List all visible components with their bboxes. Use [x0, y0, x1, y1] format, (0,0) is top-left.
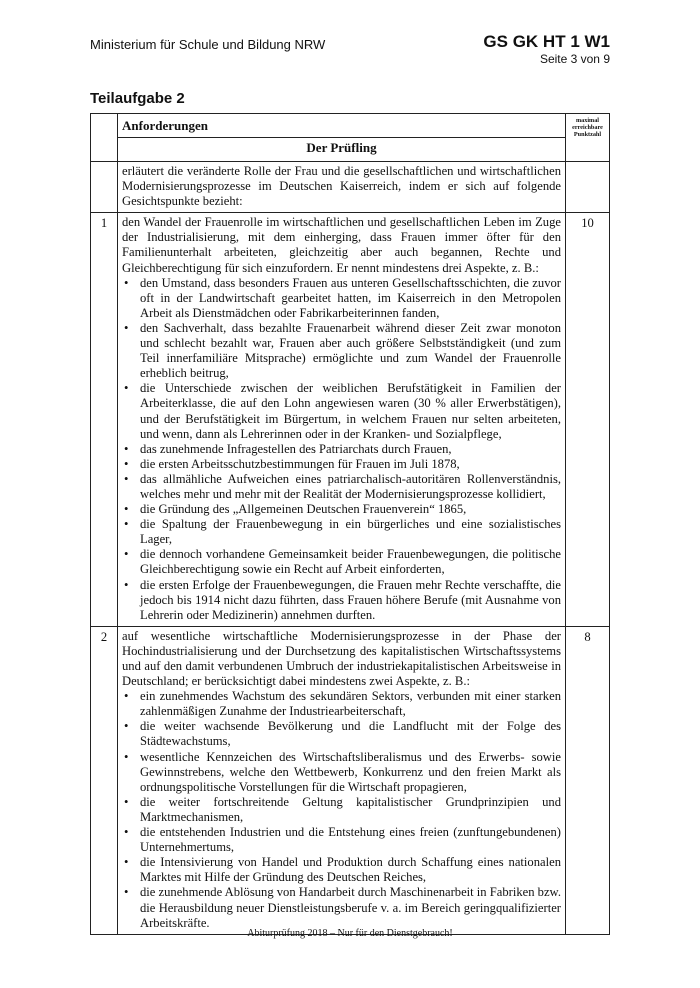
aspect-item: • wesentliche Kennzeichen des Wirtschaftsliberalismus und des Erwerbs- sowie Gewinnstrebens, welche den Wettbewerb, Konkurrenz und den freien Markt als ordnungspolitische Vorstellungen für die Wirtschaft propagieren,	[122, 750, 561, 795]
table-row	[91, 213, 610, 627]
aspect-list	[122, 276, 561, 623]
max-points-header-line: Punktzahl	[573, 131, 602, 138]
aspect-item: • die ersten Arbeitsschutzbestimmungen für Frauen im Juli 1878,	[122, 457, 561, 472]
row-content	[118, 626, 566, 934]
max-points-header-line: erreichbare	[572, 124, 603, 131]
aspect-item: • das allmähliche Aufweichen eines patriarchalisch-autoritären Rollenverständnis, welches mehr und mehr mit der Realität der Modernisierungsprozesse kollidiert,	[122, 472, 561, 502]
aspect-item: • die Unterschiede zwischen der weiblichen Berufstätigkeit in Familien der Arbeiterklasse, die auf den Lohn angewiesen waren (30 % aller Erwerbstätigen), und der Berufstätigkeit im Bürgertum, in welchem Frauen nur selten arbeiteten, und wenn, dann als Lehrerinnen oder in der Kranken- und Sozialpflege,	[122, 381, 561, 441]
aspect-item: • das zunehmende Infragestellen des Patriarchats durch Frauen,	[122, 442, 561, 457]
table-row	[91, 626, 610, 934]
row-number: 1	[91, 213, 118, 627]
max-points-header-line: maximal	[575, 117, 600, 124]
aspect-item: • den Umstand, dass besonders Frauen aus unteren Gesellschaftsschichten, die zuvor oft in der Landwirtschaft gearbeitet hatten, im Kaiserreich in den Metropolen Arbeit als Dienstmädchen oder Fabrikarbeiterinnen fanden,	[122, 276, 561, 321]
row-text: auf wesentliche wirtschaftliche Modernisierungsprozesse in der Phase der Hochindustrialisierung und der Durchsetzung des kapitalistischen Wirtschaftssystems und auf den damit verbundenen Umbruch der industriekapitalistischen Arbeitsweise in Deutschland; er berücksichtigt dabei mindestens zwei Aspekte, z. B.:	[122, 628, 561, 689]
aspect-list	[122, 689, 561, 931]
aspect-item: • die entstehenden Industrien und die Entstehung eines freien (zunftungebundenen) Unternehmertums,	[122, 825, 561, 855]
aspect-item: • die dennoch vorhandene Gemeinsamkeit beider Frauenbewegungen, die politische Gleichberechtigung sowie ein Recht auf Arbeit einforderten,	[122, 547, 561, 577]
row-text: den Wandel der Frauenrolle im wirtschaftlichen und gesellschaftlichen Leben im Zuge der Industrialisierung, mit dem einherging, dass Frauen immer öfter für den Familienunterhalt arbeiteten, gleichzeitig aber auch begannen, Rechte und Gleichberechtigung für sich einzufordern. Er nennt mindestens drei Aspekte, z. B.:	[122, 215, 561, 275]
intro-text: erläutert die veränderte Rolle der Frau und die gesellschaftlichen und wirtschaftlichen Modernisierungsprozesse im Deutschen Kaiserreich, indem er sich auf folgende Gesichtspunkte bezieht:	[118, 162, 566, 213]
intro-points-cell	[566, 162, 610, 213]
row-points: 8	[566, 626, 610, 934]
aspect-item: • ein zunehmendes Wachstum des sekundären Sektors, verbunden mit einer starken zahlenmäßigen Zunahme der Industriearbeiterschaft,	[122, 689, 561, 719]
aspect-item: • die Intensivierung von Handel und Produktion durch Schaffung eines nationalen Marktes mit Hilfe der Gründung des Deutschen Reiches,	[122, 855, 561, 885]
table-subheader-row	[91, 138, 610, 162]
requirements-header: Anforderungen	[118, 114, 566, 138]
row-content	[118, 213, 566, 627]
page-number: Seite 3 von 9	[539, 52, 610, 66]
aspect-item: • die zunehmende Ablösung von Handarbeit durch Maschinenarbeit in Fabriken bzw. die Herausbildung neuer Dienstleistungsberufe v. a. im Bereich geringqualifizierter Arbeitskräfte.	[122, 885, 561, 930]
ministry-name: Ministerium für Schule und Bildung NRW	[90, 37, 326, 52]
aspect-item: • die Gründung des „Allgemeinen Deutschen Frauenverein“ 1865,	[122, 502, 561, 517]
table-header-row	[91, 114, 610, 138]
intro-row	[91, 162, 610, 213]
page-header-right	[483, 32, 610, 66]
requirements-table	[90, 113, 610, 935]
aspect-item: • die Spaltung der Frauenbewegung in ein bürgerliches und eine sozialistisches Lager,	[122, 517, 561, 547]
exam-code: GS GK HT 1 W1	[483, 32, 610, 51]
aspect-item: • die weiter wachsende Bevölkerung und die Landflucht mit der Folge des Städtewachstums,	[122, 719, 561, 749]
row-number: 2	[91, 626, 118, 934]
candidate-header: Der Prüfling	[118, 138, 566, 162]
max-points-header	[566, 114, 610, 162]
section-title: Teilaufgabe 2	[90, 90, 185, 107]
number-header-cell	[91, 114, 118, 162]
intro-number-cell	[91, 162, 118, 213]
aspect-item: • die ersten Erfolge der Frauenbewegungen, die Frauen mehr Rechte verschaffte, die jedoch bis 1914 nicht dazu führten, dass Frauen höhere Berufe (mit Ausnahme von Lehrerin oder Medizinerin) annehmen durften.	[122, 578, 561, 623]
row-points: 10	[566, 213, 610, 627]
page-footer: Abiturprüfung 2018 – Nur für den Dienstgebrauch!	[247, 928, 453, 939]
aspect-item: • den Sachverhalt, dass bezahlte Frauenarbeit während dieser Zeit zwar monoton und schlecht bezahlt war, Frauen aber auch größere Selbstständigkeit (und zum Teil innerfamiliäre Mitsprache) ermöglichte und zum Wandel der Frauenrolle erheblich beitrug,	[122, 321, 561, 381]
aspect-item: • die weiter fortschreitende Geltung kapitalistischer Grundprinzipien und Marktmechanismen,	[122, 795, 561, 825]
